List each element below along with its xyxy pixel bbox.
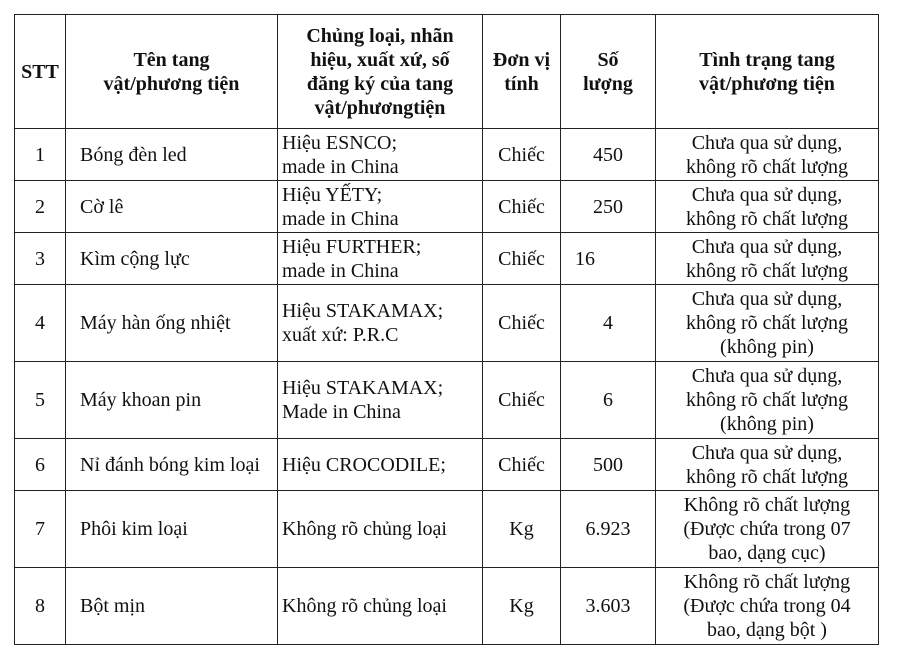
cell-brand-origin: Hiệu CROCODILE; [278, 439, 483, 491]
cell-quantity: 3.603 [561, 568, 656, 645]
table-row [15, 181, 879, 233]
cell-unit: Kg [483, 491, 561, 568]
table-row [15, 233, 879, 285]
table-row [15, 362, 879, 439]
cell-item-name: Máy hàn ống nhiệt [66, 285, 278, 362]
cell-unit: Chiếc [483, 129, 561, 181]
cell-item-name: Cờ lê [66, 181, 278, 233]
cell-quantity: 450 [561, 129, 656, 181]
cell-item-name: Kìm cộng lực [66, 233, 278, 285]
table-row [15, 129, 879, 181]
cell-unit: Chiếc [483, 362, 561, 439]
table-row [15, 285, 879, 362]
table-row [15, 491, 879, 568]
table-row [15, 439, 879, 491]
cell-stt: 7 [15, 491, 66, 568]
cell-stt: 4 [15, 285, 66, 362]
cell-quantity: 6 [561, 362, 656, 439]
header-unit: Đơn vị tính [483, 15, 561, 129]
header-quantity: Số lượng [561, 15, 656, 129]
cell-status: Chưa qua sử dụng, không rõ chất lượng (không pin) [656, 362, 879, 439]
cell-brand-origin: Hiệu STAKAMAX; Made in China [278, 362, 483, 439]
header-stt: STT [15, 15, 66, 129]
cell-unit: Chiếc [483, 181, 561, 233]
cell-stt: 5 [15, 362, 66, 439]
cell-unit: Chiếc [483, 285, 561, 362]
cell-stt: 1 [15, 129, 66, 181]
cell-status: Chưa qua sử dụng, không rõ chất lượng [656, 129, 879, 181]
cell-brand-origin: Hiệu ESNCO; made in China [278, 129, 483, 181]
header-status: Tình trạng tang vật/phương tiện [656, 15, 879, 129]
header-item-name: Tên tang vật/phương tiện [66, 15, 278, 129]
cell-item-name: Phôi kim loại [66, 491, 278, 568]
cell-status: Chưa qua sử dụng, không rõ chất lượng [656, 439, 879, 491]
cell-status: Chưa qua sử dụng, không rõ chất lượng [656, 181, 879, 233]
cell-quantity: 4 [561, 285, 656, 362]
cell-brand-origin: Không rõ chủng loại [278, 491, 483, 568]
evidence-table [14, 14, 879, 645]
cell-unit: Kg [483, 568, 561, 645]
cell-unit: Chiếc [483, 439, 561, 491]
cell-status: Không rõ chất lượng (Được chứa trong 04 bao, dạng bột ) [656, 568, 879, 645]
cell-brand-origin: Không rõ chủng loại [278, 568, 483, 645]
cell-quantity: 6.923 [561, 491, 656, 568]
table-header-row [15, 15, 879, 129]
cell-status: Chưa qua sử dụng, không rõ chất lượng [656, 233, 879, 285]
cell-status: Không rõ chất lượng (Được chứa trong 07 bao, dạng cục) [656, 491, 879, 568]
cell-item-name: Bột mịn [66, 568, 278, 645]
cell-quantity: 500 [561, 439, 656, 491]
cell-stt: 3 [15, 233, 66, 285]
cell-stt: 6 [15, 439, 66, 491]
cell-status: Chưa qua sử dụng, không rõ chất lượng (không pin) [656, 285, 879, 362]
cell-item-name: Máy khoan pin [66, 362, 278, 439]
header-brand-origin: Chủng loại, nhãn hiệu, xuất xứ, số đăng ký của tang vật/phươngtiện [278, 15, 483, 129]
table-row [15, 568, 879, 645]
cell-stt: 2 [15, 181, 66, 233]
cell-stt: 8 [15, 568, 66, 645]
cell-item-name: Nỉ đánh bóng kim loại [66, 439, 278, 491]
cell-brand-origin: Hiệu YẾTY; made in China [278, 181, 483, 233]
cell-brand-origin: Hiệu STAKAMAX; xuất xứ: P.R.C [278, 285, 483, 362]
cell-quantity: 16 [561, 233, 656, 285]
cell-unit: Chiếc [483, 233, 561, 285]
cell-quantity: 250 [561, 181, 656, 233]
cell-item-name: Bóng đèn led [66, 129, 278, 181]
cell-brand-origin: Hiệu FURTHER; made in China [278, 233, 483, 285]
